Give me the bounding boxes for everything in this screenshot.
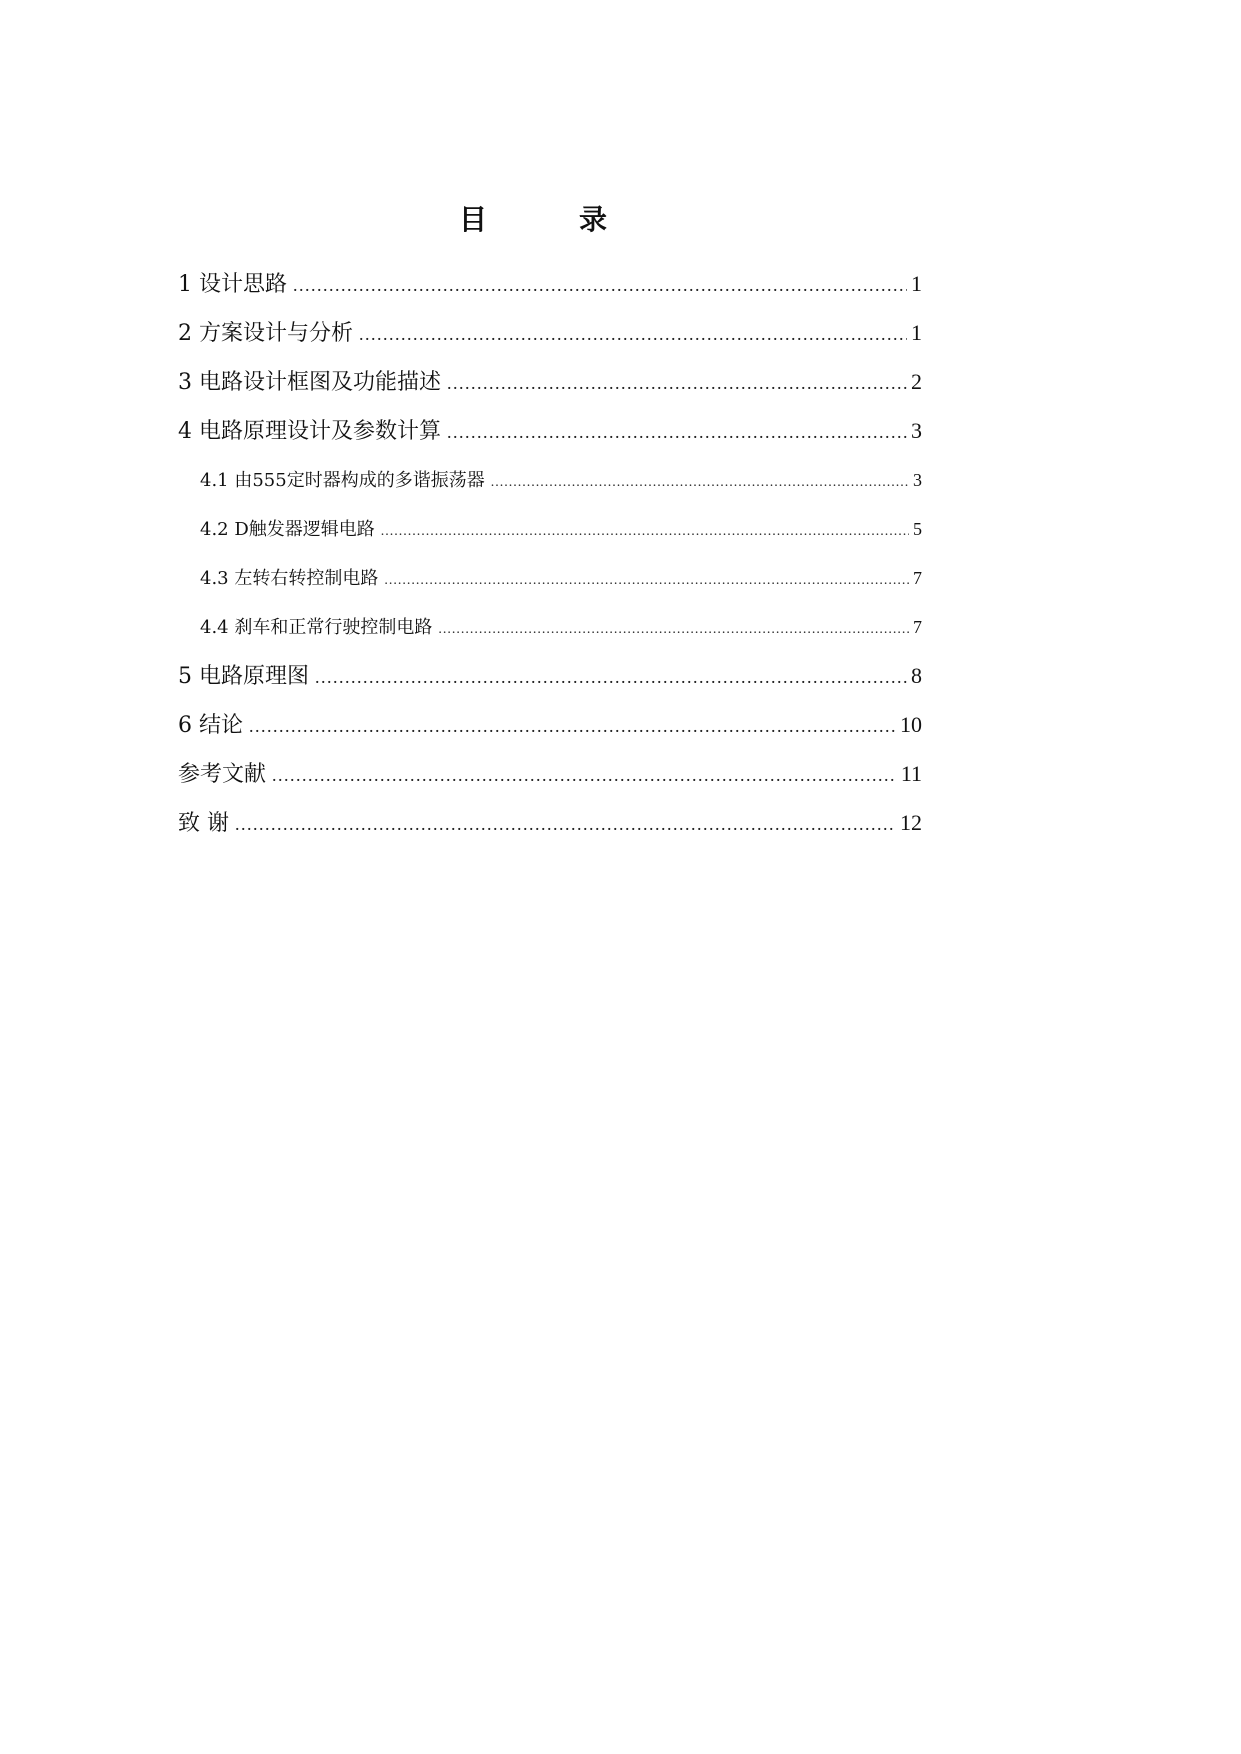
toc-entry-page: 5: [913, 519, 922, 539]
toc-entry-page: 3: [913, 470, 922, 490]
toc-entry-page: 7: [913, 617, 922, 637]
toc-entry-label: 2 方案设计与分析: [178, 321, 353, 346]
toc-entry-page: 11: [900, 761, 922, 786]
toc-entry-label: 5 电路原理图: [178, 664, 309, 689]
toc-entry-label: 4.4 刹车和正常行驶控制电路: [200, 617, 433, 638]
toc-leader-dots: [447, 373, 907, 393]
toc-leader-dots: [491, 473, 909, 493]
toc-entry-4-4[interactable]: [178, 613, 922, 662]
toc-leader-dots: [235, 814, 896, 834]
toc-entry-acknowledgements[interactable]: [178, 809, 922, 858]
toc-leader-dots: [249, 716, 896, 736]
toc-entry-label: 1 设计思路: [178, 272, 287, 297]
toc-entry-references[interactable]: [178, 760, 922, 809]
toc-entry-5[interactable]: [178, 662, 922, 711]
toc-entry-label: 6 结论: [178, 713, 243, 738]
toc-leader-dots: [359, 324, 907, 344]
toc-entry-page: 8: [911, 663, 922, 688]
toc-entry-page: 1: [911, 320, 922, 345]
toc-entry-page: 3: [911, 418, 922, 443]
toc-entry-page: 7: [913, 568, 922, 588]
toc-title: 目 录: [458, 203, 639, 236]
toc-leader-dots: [447, 422, 907, 442]
toc-entry-label: 4.1 由555定时器构成的多谐振荡器: [200, 470, 485, 491]
toc-entry-4-3[interactable]: [178, 564, 922, 613]
toc-entry-page: 12: [900, 810, 922, 835]
toc-leader-dots: [293, 275, 907, 295]
toc-entry-3[interactable]: [178, 368, 922, 417]
toc-entry-label: 致 谢: [178, 811, 229, 836]
table-of-contents: [178, 270, 922, 858]
toc-entry-6[interactable]: [178, 711, 922, 760]
toc-entry-4-2[interactable]: [178, 515, 922, 564]
toc-entry-4[interactable]: [178, 417, 922, 466]
toc-entry-label: 4.2 D触发器逻辑电路: [200, 519, 375, 540]
toc-entry-4-1[interactable]: [178, 466, 922, 515]
toc-entry-label: 参考文献: [178, 762, 267, 787]
toc-leader-dots: [272, 765, 897, 785]
toc-leader-dots: [384, 571, 909, 591]
toc-leader-dots: [438, 620, 909, 640]
toc-entry-label: 4 电路原理设计及参数计算: [178, 419, 441, 444]
toc-entry-label: 3 电路设计框图及功能描述: [178, 370, 441, 395]
toc-entry-page: 2: [911, 369, 922, 394]
toc-entry-label: 4.3 左转右转控制电路: [200, 568, 379, 589]
toc-entry-1[interactable]: [178, 270, 922, 319]
toc-leader-dots: [315, 667, 907, 687]
toc-entry-2[interactable]: [178, 319, 922, 368]
toc-entry-page: 10: [900, 712, 922, 737]
toc-leader-dots: [381, 522, 909, 542]
toc-entry-page: 1: [911, 271, 922, 296]
